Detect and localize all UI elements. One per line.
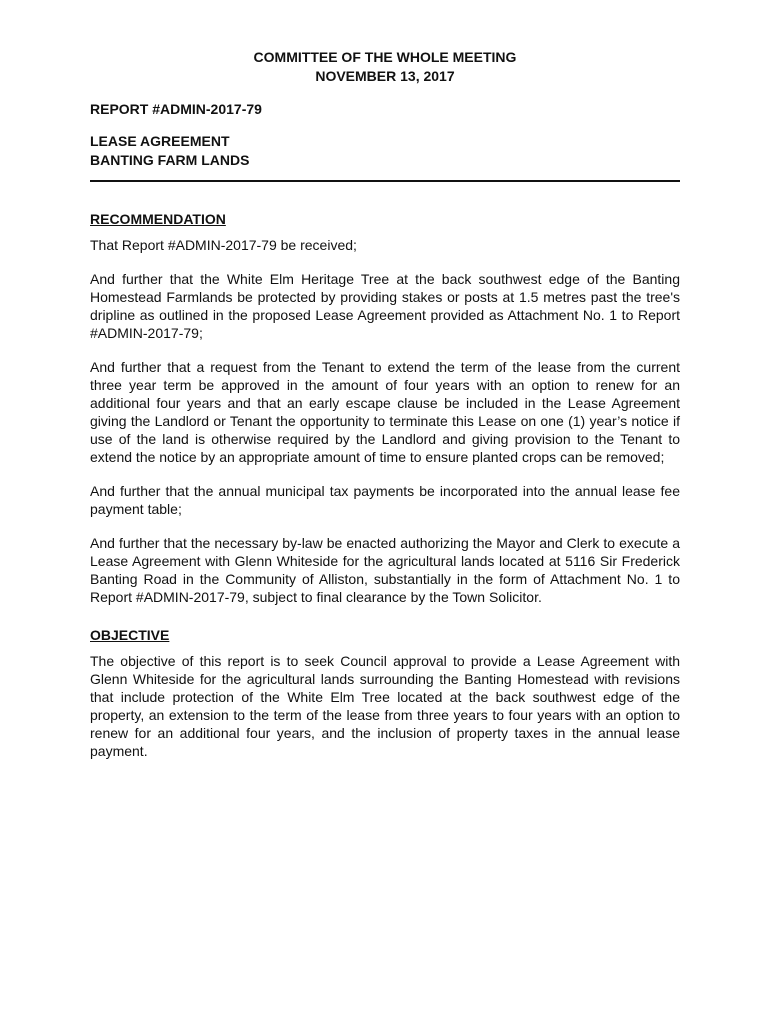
meeting-title: COMMITTEE OF THE WHOLE MEETING bbox=[253, 49, 517, 65]
recommendation-paragraph-2: And further that the White Elm Heritage Tree at the back southwest edge of the Banting Homestead Farmlands be protected by providing stakes or posts at 1.5 metres past the tree's dripline as outlined in the proposed Lease Agreement provided as Attachment No. 1 to Report #ADMIN-2017-79; bbox=[90, 271, 680, 341]
document-page bbox=[90, 48, 680, 760]
recommendation-paragraph-5: And further that the necessary by-law be enacted authorizing the Mayor and Clerk to execute a Lease Agreement with Glenn Whiteside for the agricultural lands located at 5116 Sir Frederick Banting Road in the Community of Alliston, substantially in the form of Attachment No. 1 to Report #ADMIN-2017-79, subject to final clearance by the Town Solicitor. bbox=[90, 535, 680, 605]
recommendation-heading: RECOMMENDATION bbox=[90, 211, 226, 227]
meeting-date: NOVEMBER 13, 2017 bbox=[315, 68, 455, 84]
subject-line-1: LEASE AGREEMENT bbox=[90, 133, 230, 149]
recommendation-paragraph-1: That Report #ADMIN-2017-79 be received; bbox=[90, 237, 357, 253]
objective-paragraph: The objective of this report is to seek Council approval to provide a Lease Agreement with Glenn Whiteside for the agricultural lands surrounding the Banting Homestead with revisions that include protection of the White Elm Tree located at the back southwest edge of the property, an extension to the term of the lease from three years to four years with an option to renew for an additional four years, and the inclusion of property taxes in the annual lease payment. bbox=[90, 653, 680, 759]
objective-heading: OBJECTIVE bbox=[90, 627, 170, 643]
recommendation-paragraph-4: And further that the annual municipal tax payments be incorporated into the annual lease fee payment table; bbox=[90, 483, 680, 517]
subject-line-2: BANTING FARM LANDS bbox=[90, 152, 250, 168]
report-subject bbox=[90, 132, 680, 170]
recommendation-paragraph-3: And further that a request from the Tenant to extend the term of the lease from the current three year term be approved in the amount of four years with an option to renew for an additional four years and that an early escape clause be included in the Lease Agreement giving the Landlord or Tenant the opportunity to terminate this Lease on one (1) year’s notice if use of the land is otherwise required by the Landlord and giving provision to the Tenant to extend the notice by an appropriate amount of time to ensure planted crops can be removed; bbox=[90, 359, 680, 465]
header-divider bbox=[90, 180, 680, 182]
report-number: REPORT #ADMIN-2017-79 bbox=[90, 101, 262, 117]
